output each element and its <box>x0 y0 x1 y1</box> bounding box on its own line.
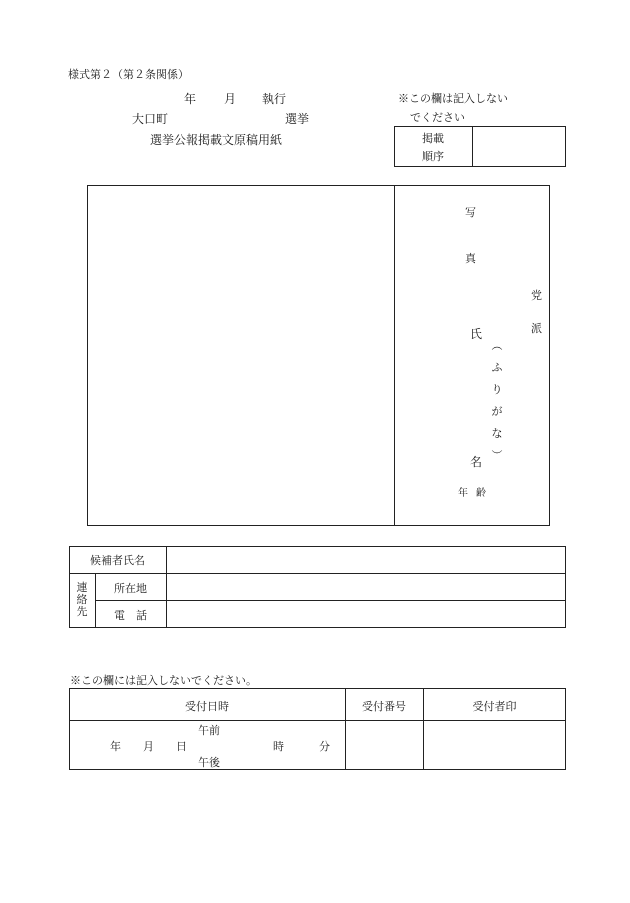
furigana-char: が <box>491 405 503 418</box>
furigana-label <box>490 335 504 467</box>
contact-col-line <box>166 546 167 628</box>
day-label: 日 <box>176 740 187 753</box>
date-month-label: 月 <box>224 92 237 106</box>
contact-char: 絡 <box>76 593 88 606</box>
manuscript-text-area[interactable] <box>89 187 392 524</box>
furigana-char: ふ <box>491 361 503 374</box>
candidate-name-label: 候補者氏名 <box>90 554 145 567</box>
order-label-line1: 掲載 <box>422 132 444 145</box>
order-box-divider <box>472 126 473 167</box>
contact-label <box>75 582 89 618</box>
party-label-1: 党 <box>531 289 542 302</box>
reception-datetime-header: 受付日時 <box>185 700 229 713</box>
publication-order-field[interactable] <box>474 128 564 165</box>
furigana-char: な <box>491 427 503 440</box>
reception-row-line <box>69 720 566 721</box>
am-label: 午前 <box>198 724 220 737</box>
photo-label-1: 写 <box>465 206 476 219</box>
form-title: 選挙公報掲載文原稿用紙 <box>150 133 283 147</box>
furigana-char: り <box>491 383 503 396</box>
hour-label: 時 <box>273 740 284 753</box>
contact-row-line <box>69 573 566 574</box>
manuscript-divider <box>394 185 395 526</box>
furigana-paren-close: ︶ <box>491 449 503 462</box>
no-entry-note-line1: ※この欄は記入しない <box>398 92 508 105</box>
form-number: 様式第２（第２条関係） <box>68 68 189 81</box>
reception-number-header: 受付番号 <box>362 700 406 713</box>
party-label-2: 派 <box>531 322 542 335</box>
pm-label: 午後 <box>198 756 220 769</box>
name-label-2: 名 <box>470 455 483 469</box>
age-label-2: 齢 <box>476 488 486 499</box>
reception-stamp-header: 受付者印 <box>472 700 517 713</box>
year-label: 年 <box>110 740 121 753</box>
contact-char: 連 <box>76 581 88 594</box>
photo-label-2: 真 <box>465 252 476 265</box>
election-label: 選挙 <box>285 112 310 126</box>
phone-label: 電 話 <box>114 609 147 622</box>
address-field[interactable] <box>168 575 564 599</box>
contact-char: 先 <box>76 605 88 618</box>
office-use-note: ※この欄には記入しないでください。 <box>70 674 257 687</box>
address-label: 所在地 <box>114 582 147 595</box>
minute-label: 分 <box>319 740 330 753</box>
phone-field[interactable] <box>168 602 564 626</box>
town-name: 大口町 <box>132 112 169 126</box>
no-entry-note-line2: でください <box>410 111 465 124</box>
furigana-paren-open: ︵ <box>491 339 503 352</box>
order-label-line2: 順序 <box>422 150 444 163</box>
enforce-label: 執行 <box>262 92 287 106</box>
candidate-name-field[interactable] <box>168 548 564 572</box>
name-label-1: 氏 <box>470 327 483 341</box>
month-label: 月 <box>143 740 154 753</box>
date-year-label: 年 <box>184 92 197 106</box>
age-label-1: 年 <box>458 488 468 499</box>
